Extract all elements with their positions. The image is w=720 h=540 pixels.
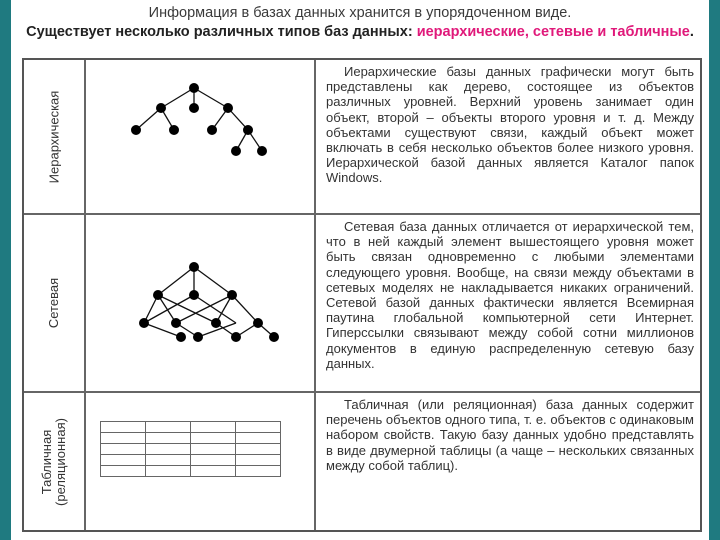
header-line-2-accent: иерархические, сетевые и табличные: [416, 24, 690, 40]
tree-node: [189, 83, 199, 93]
tree-node: [257, 146, 267, 156]
tree-node: [243, 125, 253, 135]
header-line-2: [11, 23, 709, 42]
tree-node: [156, 103, 166, 113]
text-hierarchical: Иерархические базы данных графически могут быть представлены как дерево, состоящее из объектов различных уровней. Верхний уровень занимает один объект, второй – объекты второго уровня и т. д. Между объектами существуют связи, каждый объект может включать в себя несколько объектов более низкого уровня. Иерархической базой данных является Каталог папок Windows.: [326, 64, 694, 186]
tree-node: [231, 146, 241, 156]
label-cell-network: [24, 215, 86, 391]
slide-header: [11, 4, 709, 48]
hierarchy-tree-diagram: [86, 60, 316, 213]
label-cell-hierarchical: [24, 60, 86, 213]
header-line-2-prefix: Существует несколько различных типов баз данных:: [26, 24, 417, 40]
row-relational: [24, 393, 700, 530]
row-hierarchical: [24, 60, 700, 215]
network-node: [269, 332, 279, 342]
network-node: [171, 318, 181, 328]
network-node: [231, 332, 241, 342]
label-cell-relational: [24, 393, 86, 530]
header-line-2-suffix: .: [689, 24, 694, 40]
grid-table-icon: [100, 421, 281, 477]
network-node: [176, 332, 186, 342]
label-hierarchical: Иерархическая: [46, 90, 61, 183]
label-relational-line2: (реляционная): [53, 417, 69, 506]
label-relational-line1: Табличная: [39, 429, 55, 494]
tree-node: [207, 125, 217, 135]
network-node: [193, 332, 203, 342]
header-line-1: Информация в базах данных хранится в упорядоченном виде.: [148, 5, 572, 21]
slide: [11, 0, 709, 540]
text-network: Сетевая база данных отличается от иерархической тем, что в ней каждый элемент вышестоящего уровня может быть связан одновременно с любыми элементами следующего уровня. Вообще, на связи между объектами в сетевых моделях не накладывается никаких ограничений. Сетевой базой данных фактически является Всемирная паутина глобальной компьютерной сети Интернет. Гиперссылки связывают между собой сотни миллионов документов в единую распределенную сетевую базу данных.: [326, 219, 694, 371]
network-node: [227, 290, 237, 300]
network-node: [189, 290, 199, 300]
network-graph-diagram: [86, 215, 316, 391]
database-types-table: [22, 58, 702, 532]
network-node: [189, 262, 199, 272]
text-relational: Табличная (или реляционная) база данных содержит перечень объектов одного типа, т. е. объектов с одинаковым набором свойств. Такую базу данных удобно представлять в виде двумерной таблицы (а чаще – нескольких связанных между собой таблиц).: [326, 397, 694, 473]
tree-node: [223, 103, 233, 113]
network-node: [139, 318, 149, 328]
network-svg: [86, 215, 314, 391]
relational-table-diagram: [86, 393, 316, 530]
tree-node: [189, 103, 199, 113]
tree-node: [169, 125, 179, 135]
row-network: [24, 215, 700, 393]
network-node: [153, 290, 163, 300]
network-node: [211, 318, 221, 328]
label-network: Сетевая: [45, 277, 61, 329]
tree-node: [131, 125, 141, 135]
label-relational: [40, 418, 68, 506]
tree-svg: [86, 60, 314, 213]
network-node: [253, 318, 263, 328]
